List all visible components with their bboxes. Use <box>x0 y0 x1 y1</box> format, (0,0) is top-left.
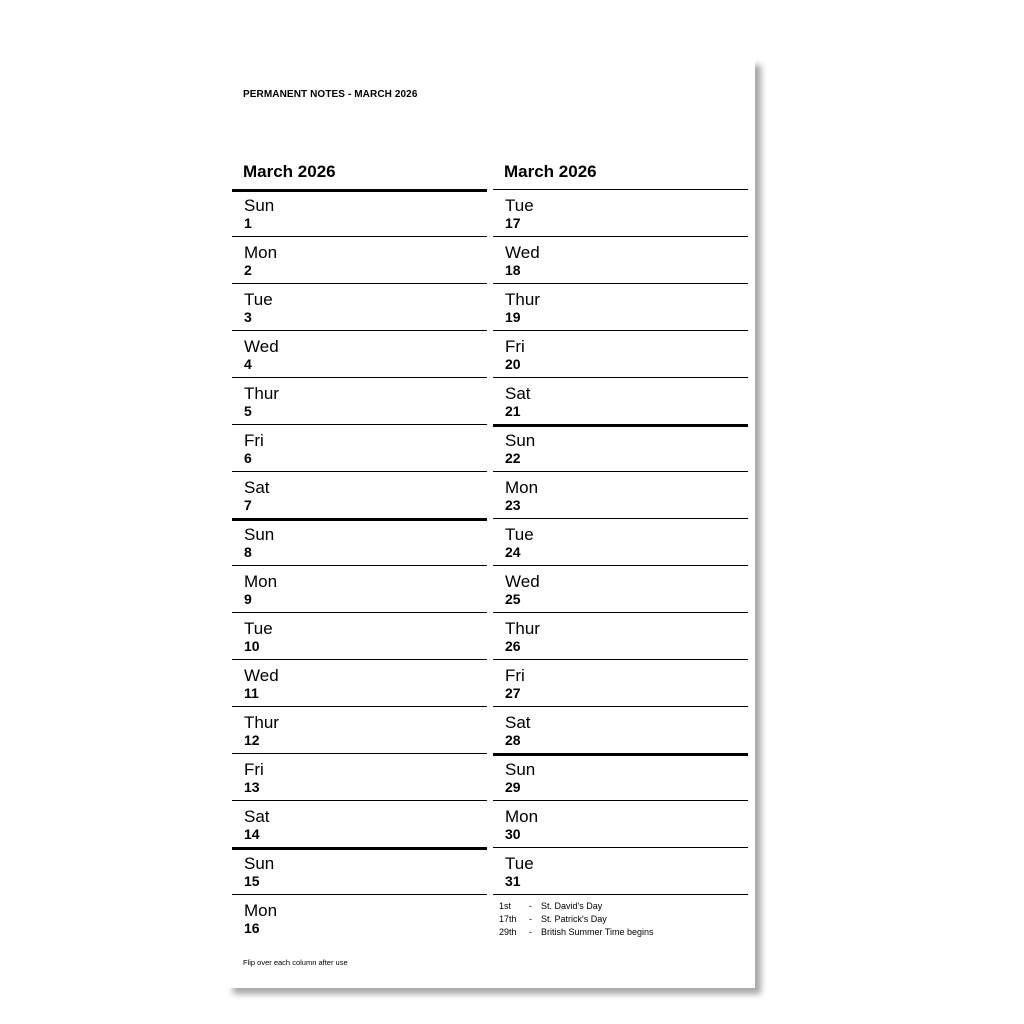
day-row[interactable] <box>232 189 487 236</box>
note-date: 29th <box>499 927 517 937</box>
day-date: 18 <box>505 262 521 278</box>
day-name: Fri <box>505 337 525 356</box>
day-name: Wed <box>505 243 540 262</box>
holiday-note <box>499 913 654 926</box>
day-row[interactable] <box>493 424 748 471</box>
note-date: 17th <box>499 914 517 924</box>
day-row[interactable] <box>493 236 748 283</box>
day-date: 16 <box>244 920 260 936</box>
note-text: St. Patrick's Day <box>541 914 607 924</box>
day-name: Wed <box>244 337 279 356</box>
day-row[interactable] <box>232 847 487 894</box>
day-name: Fri <box>505 666 525 685</box>
note-text: St. David's Day <box>541 901 603 911</box>
day-date: 15 <box>244 873 260 889</box>
day-row[interactable] <box>493 518 748 565</box>
day-name: Mon <box>244 243 278 262</box>
day-date: 28 <box>505 732 521 748</box>
note-date: 1st <box>499 901 512 911</box>
day-name: Sat <box>244 478 270 497</box>
day-row[interactable] <box>232 518 487 565</box>
day-name: Tue <box>505 525 534 544</box>
day-name: Tue <box>244 290 273 309</box>
day-date: 3 <box>244 309 252 325</box>
day-name: Sat <box>505 713 531 732</box>
day-row[interactable] <box>232 659 487 706</box>
day-date: 1 <box>244 215 252 231</box>
day-name: Mon <box>505 478 539 497</box>
holiday-note <box>499 900 654 913</box>
day-date: 6 <box>244 450 252 466</box>
day-row[interactable] <box>232 565 487 612</box>
day-date: 23 <box>505 497 521 513</box>
day-name: Thur <box>505 290 540 309</box>
note-separator: - <box>529 927 532 937</box>
left-column <box>232 157 487 941</box>
day-name: Tue <box>505 196 534 215</box>
day-row[interactable] <box>493 330 748 377</box>
day-name: Tue <box>244 619 273 638</box>
day-name: Mon <box>244 901 278 920</box>
day-row[interactable] <box>232 377 487 424</box>
day-date: 22 <box>505 450 521 466</box>
day-row[interactable] <box>493 471 748 518</box>
day-row[interactable] <box>232 283 487 330</box>
day-name: Wed <box>505 572 540 591</box>
day-date: 12 <box>244 732 260 748</box>
page-title: PERMANENT NOTES - MARCH 2026 <box>243 89 418 100</box>
day-name: Sun <box>505 431 536 450</box>
day-date: 9 <box>244 591 252 607</box>
day-row[interactable] <box>493 565 748 612</box>
day-row[interactable] <box>232 753 487 800</box>
day-name: Thur <box>244 713 279 732</box>
day-row[interactable] <box>493 800 748 847</box>
holiday-notes <box>499 900 654 939</box>
day-name: Sun <box>244 854 275 873</box>
day-date: 13 <box>244 779 260 795</box>
day-name: Sun <box>244 196 275 215</box>
day-row[interactable] <box>493 706 748 753</box>
day-date: 29 <box>505 779 521 795</box>
column-header-title: March 2026 <box>243 162 336 181</box>
day-name: Mon <box>244 572 278 591</box>
day-row[interactable] <box>232 612 487 659</box>
day-row[interactable] <box>493 659 748 706</box>
day-date: 24 <box>505 544 521 560</box>
day-date: 30 <box>505 826 521 842</box>
day-date: 27 <box>505 685 521 701</box>
calendar-page <box>227 59 755 988</box>
day-row[interactable] <box>232 706 487 753</box>
day-name: Thur <box>505 619 540 638</box>
day-row[interactable] <box>493 189 748 236</box>
day-name: Sun <box>505 760 536 779</box>
day-list <box>493 189 748 895</box>
footer-instruction: Flip over each column after use <box>243 958 348 967</box>
day-date: 4 <box>244 356 252 372</box>
day-date: 7 <box>244 497 252 513</box>
day-row[interactable] <box>232 894 487 941</box>
day-row[interactable] <box>493 847 748 894</box>
day-row[interactable] <box>232 424 487 471</box>
day-row[interactable] <box>232 471 487 518</box>
column-header <box>232 157 487 189</box>
day-date: 20 <box>505 356 521 372</box>
day-name: Fri <box>244 431 264 450</box>
column-header <box>493 157 748 189</box>
holiday-note <box>499 926 654 939</box>
day-date: 10 <box>244 638 260 654</box>
day-date: 8 <box>244 544 252 560</box>
day-date: 26 <box>505 638 521 654</box>
day-date: 11 <box>244 685 259 701</box>
day-row[interactable] <box>493 753 748 800</box>
day-date: 17 <box>505 215 521 231</box>
day-row[interactable] <box>232 330 487 377</box>
day-name: Fri <box>244 760 264 779</box>
day-row[interactable] <box>493 283 748 330</box>
day-date: 19 <box>505 309 521 325</box>
day-name: Sun <box>244 525 275 544</box>
day-row[interactable] <box>232 800 487 847</box>
day-date: 2 <box>244 262 252 278</box>
day-list <box>232 189 487 941</box>
day-name: Tue <box>505 854 534 873</box>
day-row[interactable] <box>232 236 487 283</box>
day-name: Sat <box>505 384 531 403</box>
day-name: Sat <box>244 807 270 826</box>
note-separator: - <box>529 914 532 924</box>
day-date: 14 <box>244 826 260 842</box>
day-row[interactable] <box>493 377 748 424</box>
day-name: Thur <box>244 384 279 403</box>
day-name: Wed <box>244 666 279 685</box>
day-date: 25 <box>505 591 521 607</box>
day-row[interactable] <box>493 612 748 659</box>
column-header-title: March 2026 <box>504 162 597 181</box>
day-date: 5 <box>244 403 252 419</box>
column-bottom-rule <box>493 894 748 895</box>
day-date: 21 <box>505 403 521 419</box>
right-column <box>493 157 748 895</box>
note-text: British Summer Time begins <box>541 927 654 937</box>
day-name: Mon <box>505 807 539 826</box>
day-date: 31 <box>505 873 521 889</box>
note-separator: - <box>529 901 532 911</box>
